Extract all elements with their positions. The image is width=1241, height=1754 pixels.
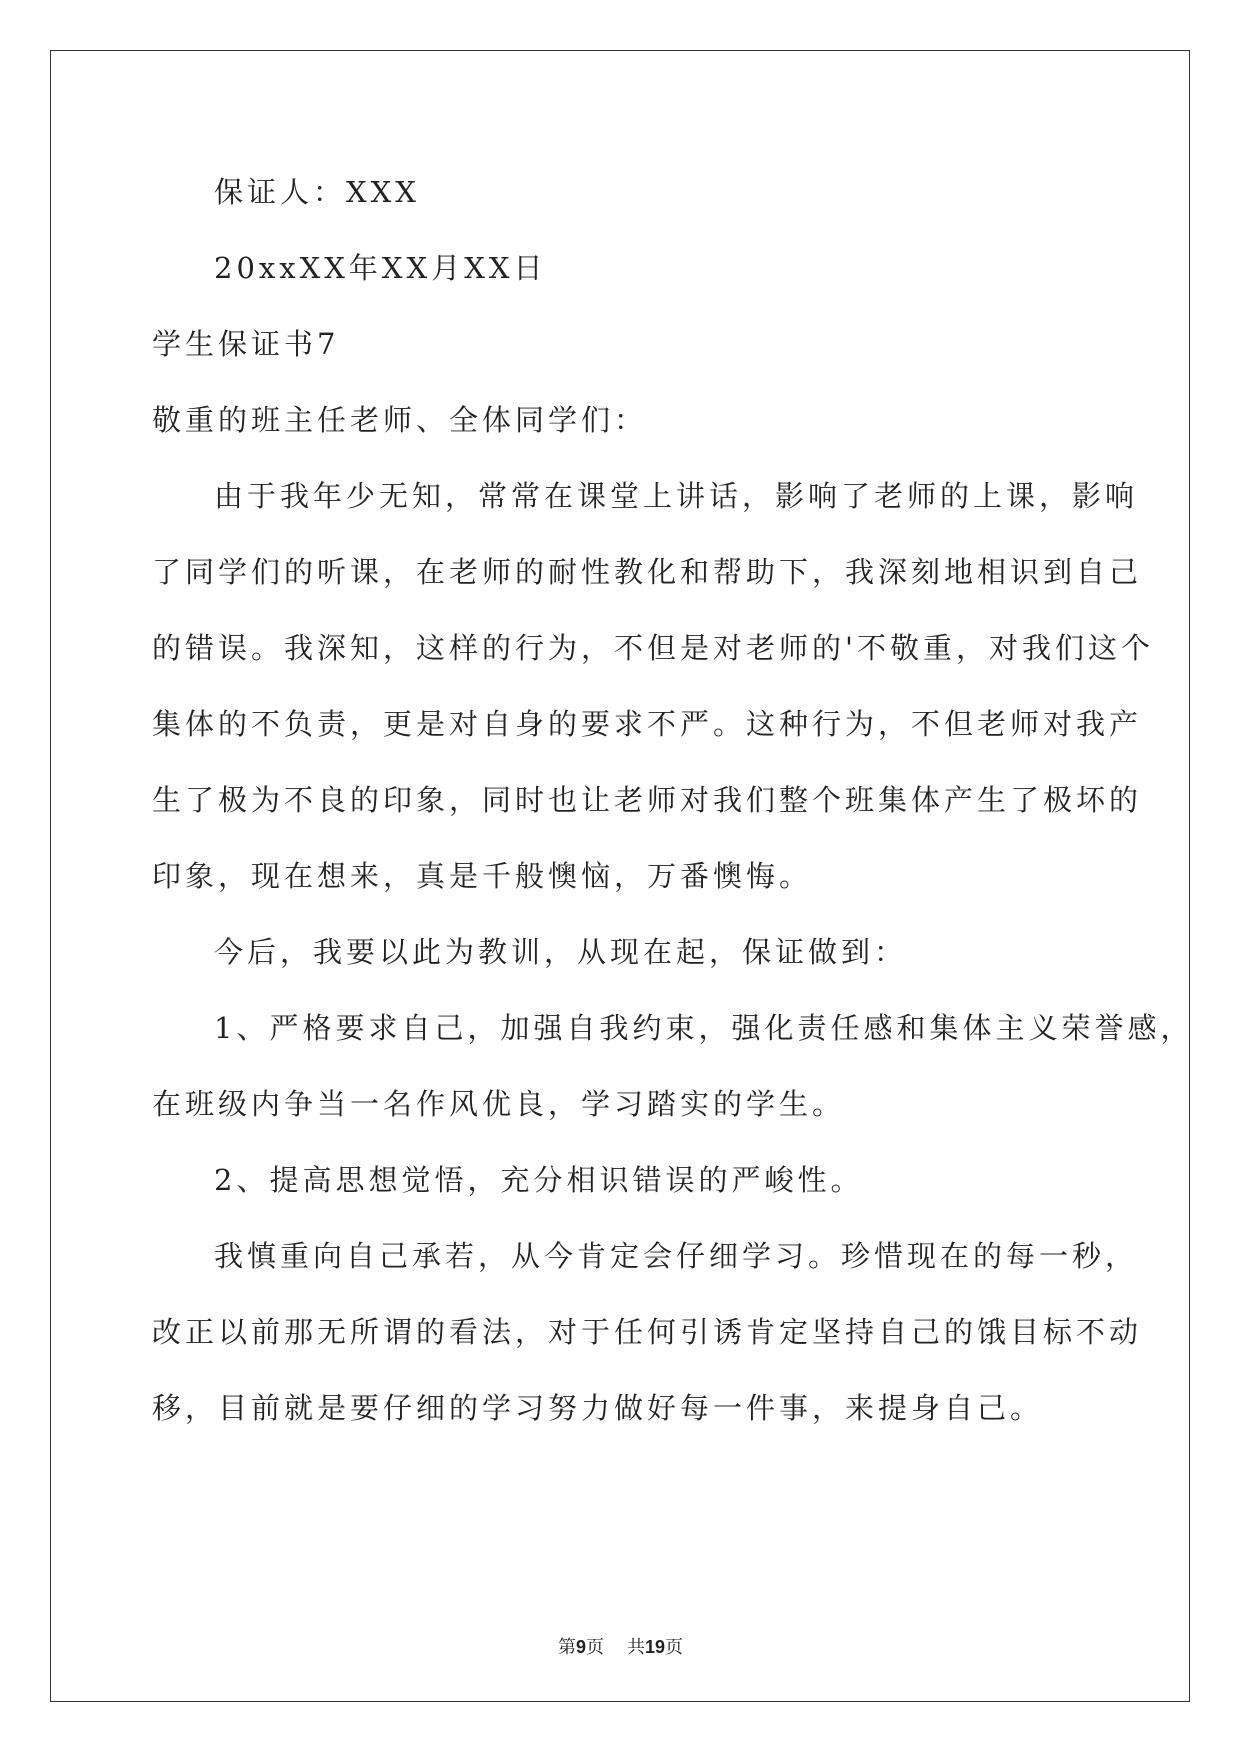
paragraph-line: 了同学们的听课，在老师的耐性教化和帮助下，我深刻地相识到自己: [152, 555, 1143, 589]
paragraph-line: 印象，现在想来，真是千般懊恼，万番懊悔。: [152, 859, 813, 893]
list-item-1: 1、严格要求自己，加强自我约束，强化责任感和集体主义荣誉感，: [214, 1011, 1194, 1045]
list-item-2: 2、提高思想觉悟，充分相识错误的严峻性。: [214, 1163, 864, 1197]
paragraph-line: 的错误。我深知，这样的行为，不但是对老师的'不敬重，对我们这个: [152, 631, 1154, 665]
paragraph-line: 生了极为不良的印象，同时也让老师对我们整个班集体产生了极坏的: [152, 783, 1143, 817]
paragraph-line: 改正以前那无所谓的看法，对于任何引诱肯定坚持自己的饿目标不动: [152, 1315, 1143, 1349]
list-item-1-cont: 在班级内争当一名作风优良，学习踏实的学生。: [152, 1087, 846, 1121]
footer-prefix: 第: [558, 1637, 577, 1658]
footer-total-suffix: 页: [664, 1637, 683, 1658]
page-footer: [0, 1635, 1241, 1660]
paragraph-line: 我慎重向自己承若，从今肯定会仔细学习。珍惜现在的每一秒，: [214, 1239, 1139, 1273]
paragraph-line: 集体的不负责，更是对自身的要求不严。这种行为，不但老师对我产: [152, 707, 1143, 741]
page-number: 9: [576, 1637, 587, 1657]
footer-total-prefix: 共: [626, 1637, 645, 1658]
total-pages: 19: [644, 1637, 665, 1657]
paragraph-line: 今后，我要以此为教训，从现在起，保证做到：: [214, 935, 908, 969]
paragraph-line: 由于我年少无知，常常在课堂上讲话，影响了老师的上课，影响: [214, 479, 1139, 513]
date-line: 20xxXX年XX月XX日: [214, 251, 547, 285]
section-title: 学生保证书7: [152, 327, 340, 361]
footer-page-suffix: 页: [586, 1637, 605, 1658]
paragraph-line: 移，目前就是要仔细的学习努力做好每一件事，来提身自己。: [152, 1391, 1044, 1425]
salutation: 敬重的班主任老师、全体同学们：: [152, 403, 648, 437]
guarantor-line: 保证人：XXX: [214, 175, 420, 209]
